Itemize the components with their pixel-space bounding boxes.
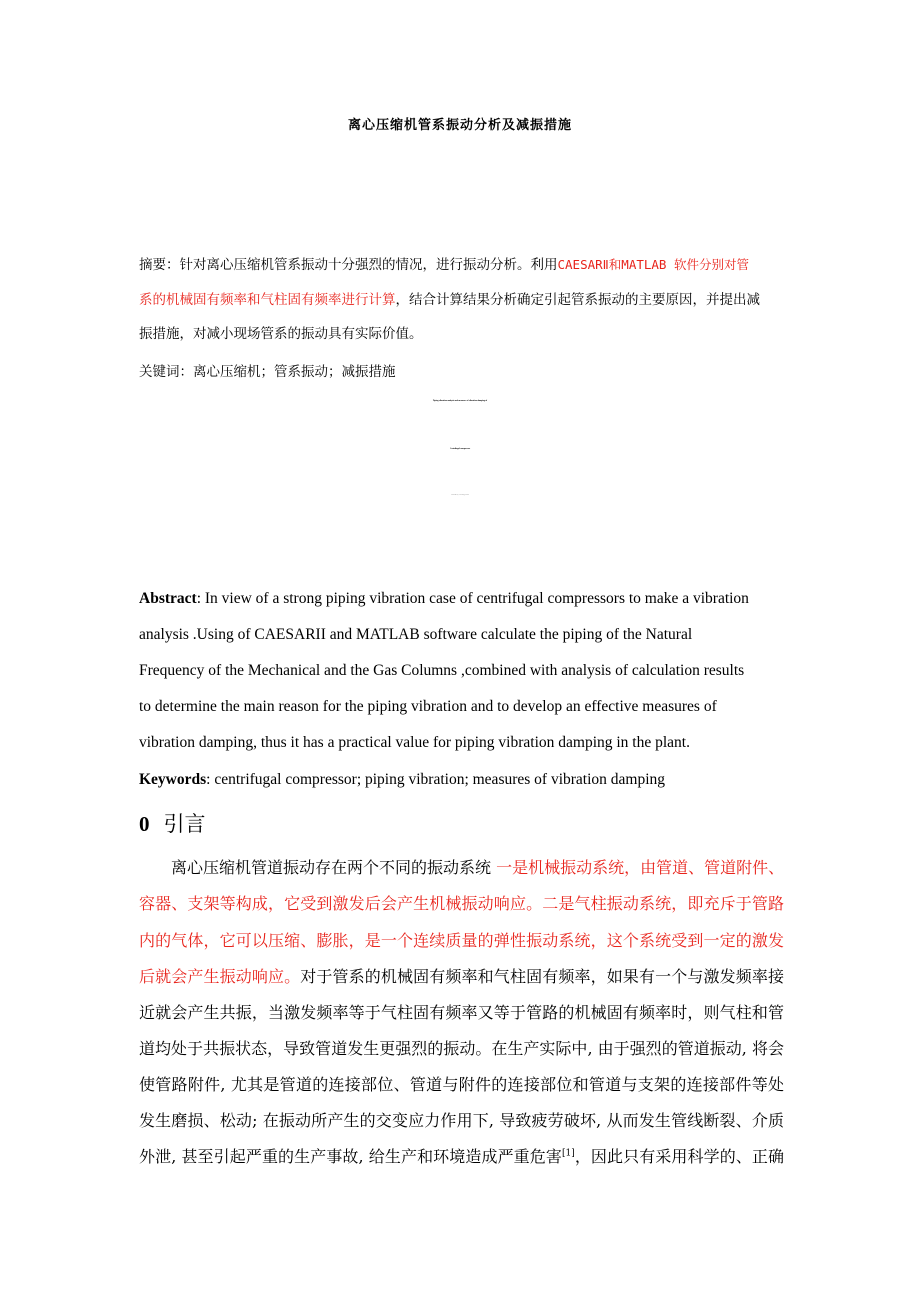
body-line-2: 容器、支架等构成，它受到激发后会产生机械振动响应。二是气柱振动系统，即充斥于管路 bbox=[139, 894, 784, 913]
section-number: 0 bbox=[139, 812, 150, 836]
english-keywords: Keywords: centrifugal compressor; piping vibration; measures of vibration damping bbox=[139, 771, 666, 788]
body-line-6: 道均处于共振状态，导致管道发生更强烈的振动。在生产实际中, 由于强烈的管道振动, 将会 bbox=[139, 1039, 784, 1058]
english-abstract-line-3: Frequency of the Mechanical and the Gas Columns ,combined with analysis of calculation results bbox=[139, 662, 745, 679]
chinese-abstract-line-1: 摘要：针对离心压缩机管系振动十分强烈的情况，进行振动分析。利用CAESARⅡ和MATLAB 软件分别对管 bbox=[139, 257, 749, 273]
english-abstract-line-5: vibration damping, thus it has a practical value for piping vibration damping in the plant. bbox=[139, 734, 690, 751]
section-heading bbox=[139, 808, 206, 838]
english-abstract-line-4: to determine the main reason for the piping vibration and to develop an effective measures of bbox=[139, 698, 717, 715]
english-authors: SONG Xiao-Hui, FAN De-Shun, QIAO Jian bbox=[451, 495, 469, 496]
chinese-abstract-line-2: 系的机械固有频率和气柱固有频率进行计算，结合计算结果分析确定引起管系振动的主要原因，并提出减 bbox=[139, 292, 760, 308]
body-line-1: 离心压缩机管道振动存在两个不同的振动系统 一是机械振动系统，由管道、管道附件、 bbox=[171, 858, 785, 877]
abstract-label: Abstract bbox=[139, 590, 197, 607]
english-title-line-1: Piping vibration analysis and measures of vibration damping of bbox=[432, 400, 488, 402]
body-line-9: 外泄, 甚至引起严重的生产事故, 给生产和环境造成严重危害[1]，因此只有采用科学的、正确 bbox=[139, 1147, 784, 1166]
english-title-line-2: Centrifugal compressor bbox=[449, 448, 471, 450]
english-abstract-line-2: analysis .Using of CAESARII and MATLAB software calculate the piping of the Natural bbox=[139, 626, 693, 643]
chinese-keywords: 关键词：离心压缩机；管系振动；减振措施 bbox=[139, 364, 396, 380]
chinese-abstract-line-3: 振措施，对减小现场管系的振动具有实际价值。 bbox=[139, 326, 423, 342]
body-line-3: 内的气体，它可以压缩、膨胀，是一个连续质量的弹性振动系统，这个系统受到一定的激发 bbox=[139, 931, 784, 950]
chinese-title: 离心压缩机管系振动分析及减振措施 bbox=[347, 118, 572, 133]
english-abstract-line-1: Abstract: In view of a strong piping vibration case of centrifugal compressors to make a vibration bbox=[139, 590, 749, 607]
section-title: 引言 bbox=[163, 812, 206, 836]
body-line-8: 发生磨损、松动; 在振动所产生的交变应力作用下, 导致疲劳破坏, 从而发生管线断裂、介质 bbox=[139, 1111, 784, 1130]
body-line-4: 后就会产生振动响应。对于管系的机械固有频率和气柱固有频率，如果有一个与激发频率接 bbox=[139, 967, 784, 986]
citation-ref[interactable]: [1] bbox=[561, 1148, 575, 1159]
keywords-label: Keywords bbox=[139, 771, 207, 788]
body-line-7: 使管路附件, 尤其是管道的连接部位、管道与附件的连接部位和管道与支架的连接部件等处 bbox=[139, 1075, 784, 1094]
body-line-5: 近就会产生共振，当激发频率等于气柱固有频率又等于管路的机械固有频率时，则气柱和管 bbox=[139, 1003, 784, 1022]
